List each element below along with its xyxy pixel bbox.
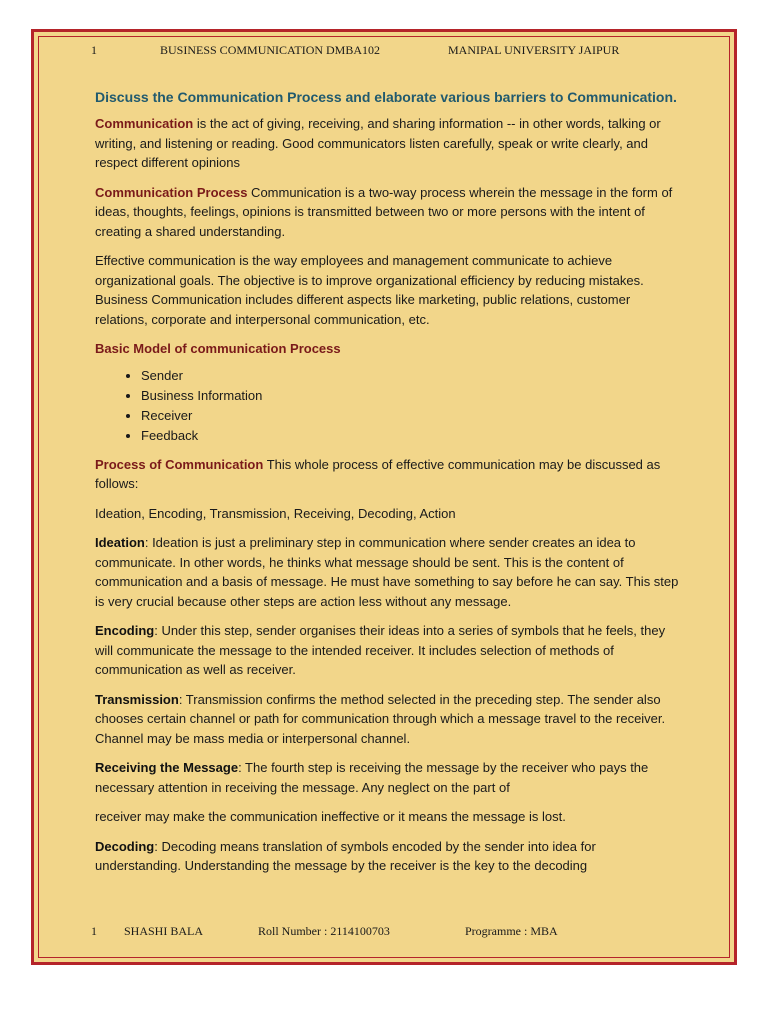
paragraph-text: This whole process of effective communication may be discussed as follows: (95, 456, 661, 492)
paragraph-receiving-continued: receiver may make the communication ineffective or it means the message is lost. (95, 809, 566, 825)
question-title: Discuss the Communication Process and elaborate various barriers to Communication. (95, 89, 677, 105)
basic-model-heading: Basic Model of communication Process (95, 341, 341, 356)
paragraph-effective-communication: Effective communication is the way employees and management communicate to achieve organizational goals. The objective is to improve organizational efficiency by reducing mistakes. Business Communication includes different aspects like marketing, public relations, customer relations, corporate and interpersonal communication, etc. (95, 253, 644, 327)
paragraph-ideation (95, 533, 681, 611)
paragraph-communication (95, 114, 681, 173)
footer-roll-number: Roll Number : 2114100703 (258, 924, 390, 938)
term-decoding: Decoding (95, 838, 155, 854)
term-process-of-communication: Process of Communication (95, 456, 264, 472)
header-university: MANIPAL UNIVERSITY JAIPUR (448, 43, 620, 57)
document-page (31, 29, 737, 965)
paragraph-transmission (95, 690, 681, 749)
paragraph-text: : The fourth step is receiving the message by the receiver who pays the necessary attention in receiving the message. Any neglect on the part of (95, 760, 649, 795)
header-page-number: 1 (91, 43, 97, 57)
term-communication: Communication (95, 116, 194, 131)
list-item: • Feedback (141, 426, 681, 446)
paragraph-encoding (95, 621, 681, 680)
footer-programme: Programme : MBA (465, 924, 558, 938)
paragraph-process-of-communication (95, 455, 681, 494)
paragraph-communication-process (95, 183, 681, 242)
paragraph-text: Communication is a two-way process wherein the message in the form of ideas, thoughts, feelings, opinions is transmitted between two or more persons with the intent of creating a shared understanding. (95, 184, 673, 239)
term-encoding: Encoding (95, 623, 155, 639)
paragraph-text: : Transmission confirms the method selected in the preceding step. The sender also chooses certain channel or path for communication through which a message travel to the receiver. Channel may be mass media or interpersonal channel. (95, 691, 666, 746)
paragraph-text: : Under this step, sender organises their ideas into a series of symbols that he feels, they will communicate the message to the intended receiver. It includes selection of methods of communication as well as receiver. (95, 623, 666, 678)
term-receiving-message: Receiving the Message (95, 760, 239, 776)
list-item: • Business Information (141, 386, 681, 406)
list-item: • Sender (141, 366, 681, 386)
paragraph-receiving (95, 758, 681, 797)
steps-summary-line: Ideation, Encoding, Transmission, Receiving, Decoding, Action (95, 505, 456, 521)
term-ideation: Ideation (95, 535, 145, 551)
term-transmission: Transmission (95, 691, 179, 707)
paragraph-decoding (95, 837, 681, 876)
document-body (95, 87, 681, 886)
paragraph-text: is the act of giving, receiving, and sharing information -- in other words, talking or writing, and listening or reading. Good communicators listen carefully, speak or write clearly, and respect different opinions (95, 116, 661, 170)
list-item: • Receiver (141, 406, 681, 426)
paragraph-text: : Decoding means translation of symbols encoded by the sender into idea for understanding. Understanding the message by the receiver is the key to the decoding (95, 838, 596, 874)
footer-student-name: SHASHI BALA (124, 924, 204, 938)
header-course: BUSINESS COMMUNICATION DMBA102 (160, 43, 381, 57)
term-communication-process: Communication Process (95, 184, 248, 200)
basic-model-list (95, 366, 681, 447)
paragraph-text: : Ideation is just a preliminary step in communication where sender creates an idea to communicate. In other words, he thinks what message should be sent. This is the content of communication and a basis of message. He must have something to say before he can say. This step is very crucial because other steps are action less without any message. (95, 535, 679, 609)
footer-page-number: 1 (91, 924, 97, 938)
